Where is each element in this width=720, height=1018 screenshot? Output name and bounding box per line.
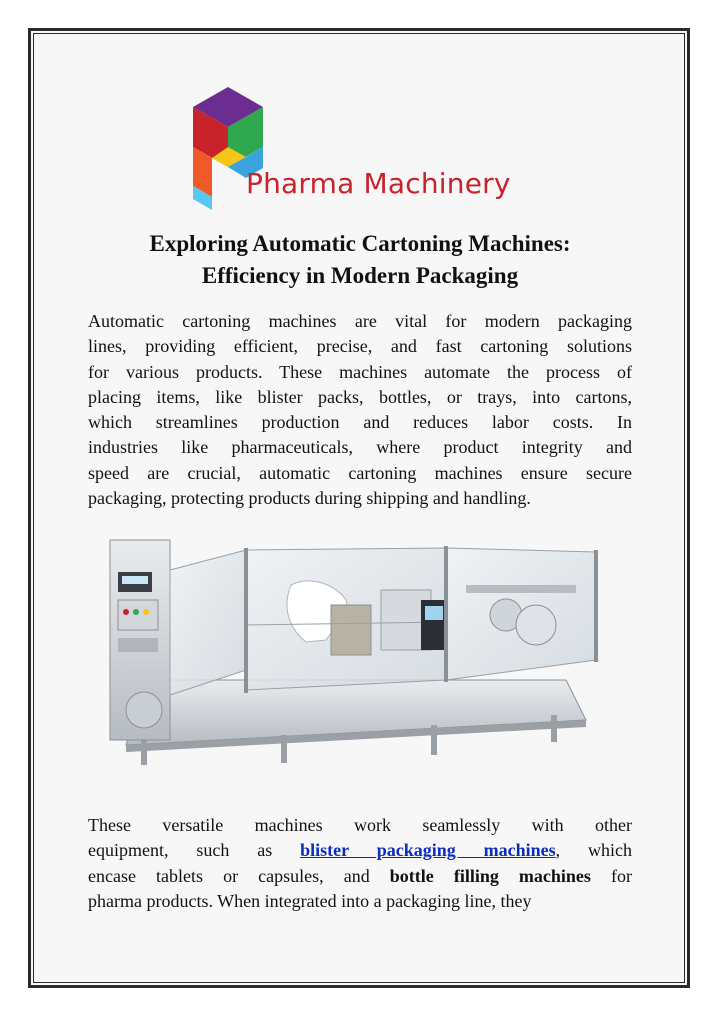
cartoning-machine-image — [96, 530, 602, 774]
paragraph-line: lines, providing efficient, precise, and fast cartoning solutions — [88, 336, 632, 357]
text-fragment: equipment, such as — [88, 840, 301, 861]
paragraph-line: Automatic cartoning machines are vital for modern packaging — [88, 311, 632, 331]
paragraph-line — [88, 864, 632, 889]
integration-paragraph — [88, 813, 632, 914]
text-fragment: , which — [555, 840, 632, 861]
intro-paragraph — [88, 309, 632, 511]
logo — [190, 82, 530, 217]
paragraph-line — [88, 838, 632, 863]
paragraph-line: pharma products. When integrated into a packaging line, they — [88, 890, 532, 911]
title-line: Efficiency in Modern Packaging — [201, 263, 519, 288]
paragraph-line: placing items, like blister packs, bottles, or trays, into cartons, — [88, 386, 632, 407]
paragraph-line: speed are crucial, automatic cartoning machines ensure secure — [88, 462, 632, 483]
paragraph-line: industries like pharmaceuticals, where product integrity and — [88, 437, 632, 458]
paragraph-line: which streamlines production and reduces labor costs. In — [88, 412, 632, 433]
page-title — [60, 228, 660, 292]
bottle-filling-machines-text: bottle filling machines — [389, 865, 591, 886]
text-fragment: encase tablets or capsules, and — [88, 865, 390, 886]
paragraph-line: These versatile machines work seamlessly with other — [88, 815, 632, 835]
paragraph-line: packaging, protecting products during shipping and handling. — [88, 488, 531, 509]
text-fragment: for — [590, 865, 632, 886]
blister-packaging-machines-link[interactable]: blister packaging machines — [300, 840, 556, 861]
paragraph-line: for various products. These machines automate the process of — [88, 361, 632, 382]
title-line: Exploring Automatic Cartoning Machines: — [149, 231, 571, 256]
logo-text: Pharma Machinery — [246, 167, 511, 200]
